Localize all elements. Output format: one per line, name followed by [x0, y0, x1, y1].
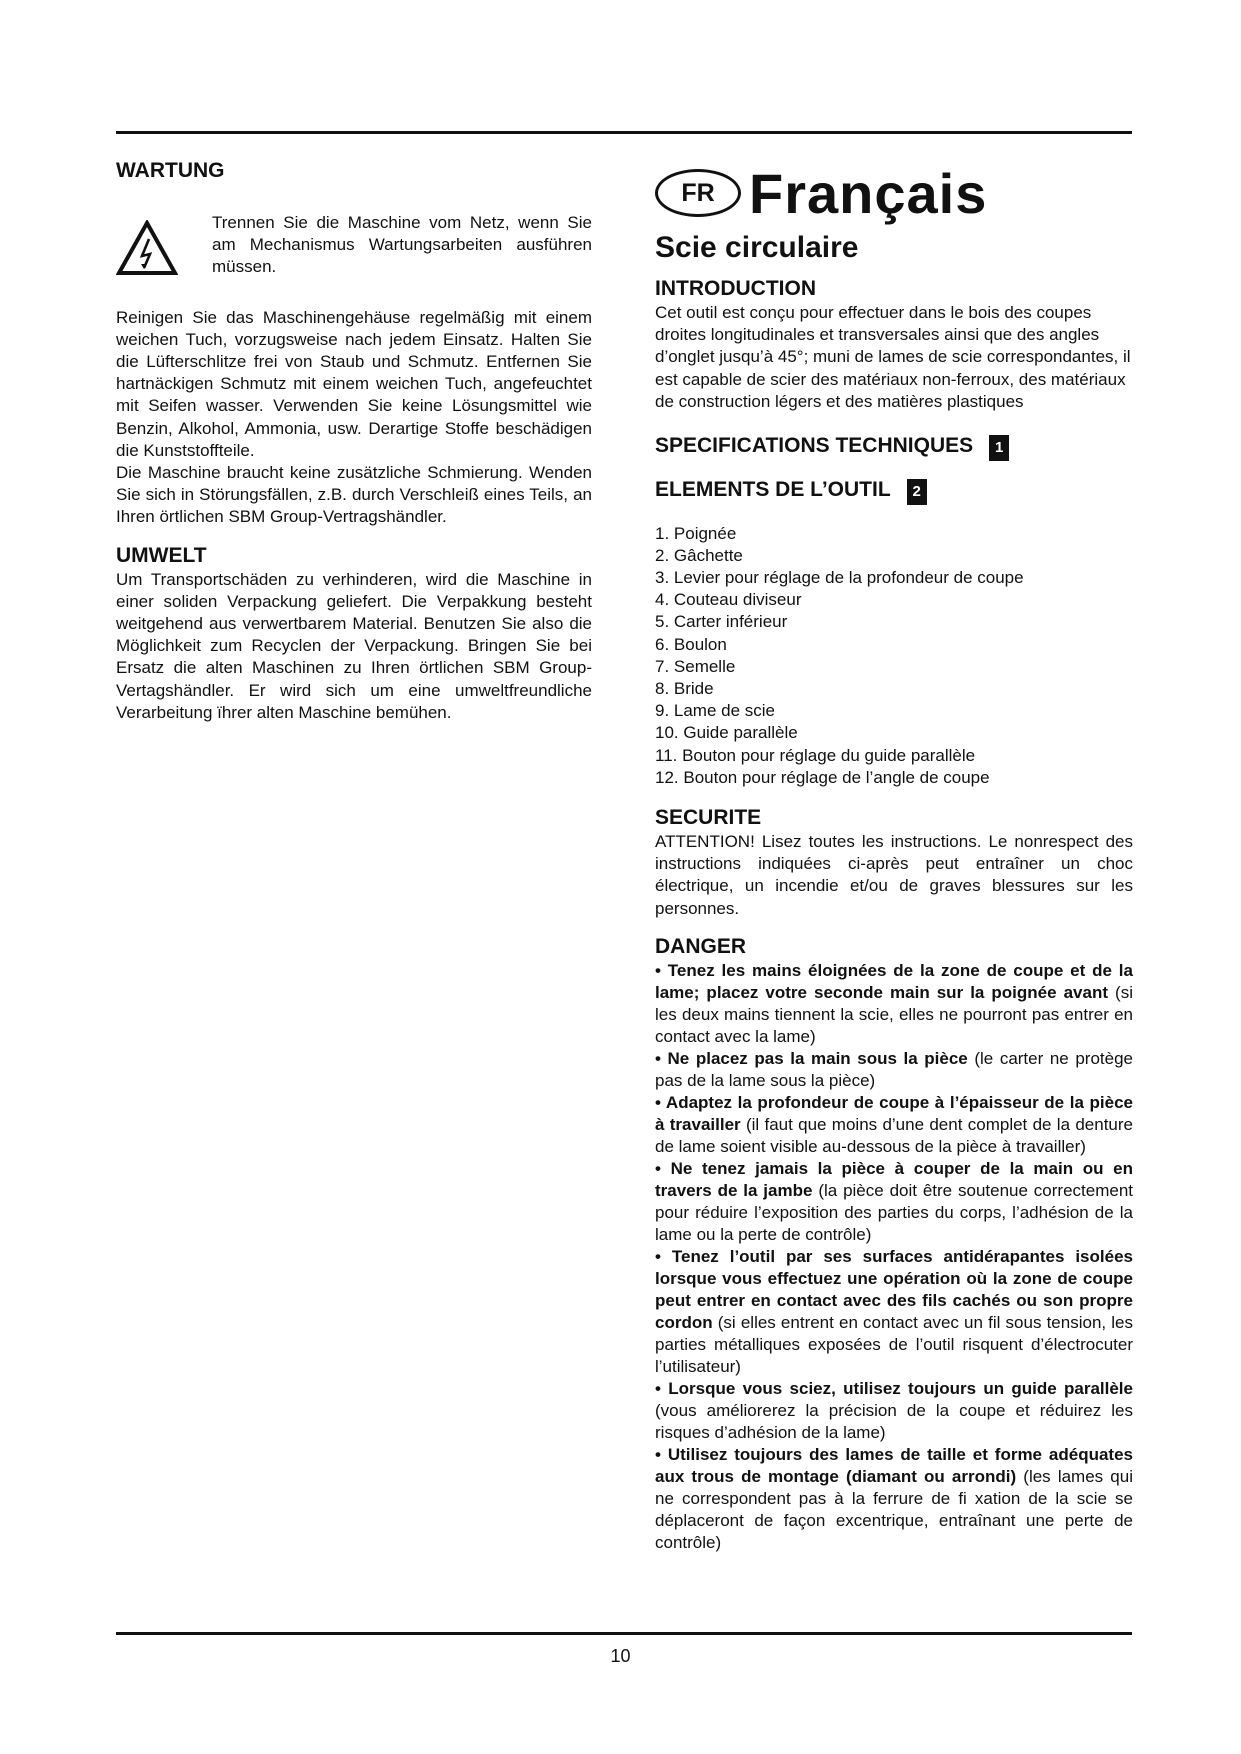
right-column [655, 160, 1133, 1554]
danger-heading: DANGER [655, 934, 747, 958]
page-number: 10 [610, 1646, 631, 1666]
bullet-bold: • Tenez l’outil par ses surfaces antidérapantes isolées lorsque vous effectuez une opération où la zone de coupe peut entrer en contact avec des fils cachés ou son propre cordon [655, 1246, 1133, 1332]
bullet-text: (les lames qui ne correspondent pas à la ferrure de fi xation de la scie se déplaceront de façon excentrique, entraînant une perte de contrôle) [655, 1466, 1133, 1552]
wartung-heading: WARTUNG [116, 159, 225, 182]
elements-section [655, 477, 1133, 505]
language-header [655, 160, 1133, 226]
warning-box [116, 212, 592, 279]
warning-text: Trennen Sie die Maschine vom Netz, wenn Sie am Mechanismus Wartungsarbeiten ausführen müssen. [212, 213, 592, 277]
list-item: 11. Bouton pour réglage du guide parallèle [655, 745, 976, 765]
figure-ref-2: 2 [907, 479, 927, 505]
danger-bullet [655, 1048, 1133, 1092]
specs-section [655, 433, 1133, 461]
bullet-text: (si les deux mains tiennent la scie, elles ne pourront pas entrer en contact avec la lame) [655, 982, 1133, 1046]
product-title: Scie circulaire [655, 231, 859, 264]
figure-ref-1: 1 [989, 435, 1009, 461]
electric-warning-icon [116, 220, 178, 276]
bullet-bold: • Utilisez toujours des lames de taille et forme adéquates aux trous de montage (diamant ou arrondi) [655, 1444, 1133, 1486]
elements-heading: ELEMENTS DE L’OUTIL [655, 477, 891, 501]
danger-bullet [655, 960, 1133, 1048]
list-item: 5. Carter inférieur [655, 612, 788, 632]
list-item: 3. Levier pour réglage de la profondeur de coupe [655, 567, 1024, 587]
bullet-bold: • Lorsque vous sciez, utilisez toujours un guide parallèle [655, 1378, 1133, 1398]
list-item: 12. Bouton pour réglage de l’angle de coupe [655, 767, 990, 787]
bullet-text: (le carter ne protège pas de la lame sous la pièce) [655, 1048, 1133, 1090]
list-item: 2. Gâchette [655, 545, 743, 565]
list-item: 6. Boulon [655, 634, 727, 654]
introduction-heading: INTRODUCTION [655, 277, 816, 300]
danger-bullet [655, 1246, 1133, 1378]
securite-heading: SECURITE [655, 805, 762, 829]
fr-badge: FR [655, 169, 741, 217]
bullet-text: (il faut que moins d’une dent complet de la denture de lame soient visible au-dessous de la pièce à travailler) [655, 1114, 1133, 1156]
list-item: 4. Couteau diviseur [655, 590, 802, 610]
umwelt-paragraph: Um Transportschäden zu verhinderen, wird die Maschine in einer soliden Verpackung geliefert. Die Verpakkung besteht weitgehend aus verwertbarem Material. Benutzen Sie also die Möglichkeit zum Recyclen der Verpackung. Bringen Sie bei Ersatz die alten Maschinen zu Ihren örtlichen SBM Group-Vertagshändler. Er wird sich um eine umweltfreundliche Verarbeitung ïhrer alten Maschine bemühen. [116, 569, 592, 722]
parts-list [655, 523, 1133, 789]
securite-paragraph: ATTENTION! Lisez toutes les instructions. Le nonrespect des instructions indiquées ci-après peut entraîner un choc électrique, un incendie et/ou de graves blessures sur les personnes. [655, 831, 1133, 918]
danger-bullet [655, 1444, 1133, 1554]
bottom-rule [116, 1632, 1132, 1635]
bullet-text: (si elles entrent en contact avec un fil sous tension, les parties métalliques exposées de l’outil risquent d’électrocuter l’utilisateur) [655, 1312, 1133, 1376]
wartung-paragraph-1: Reinigen Sie das Maschinengehäuse regelmäßig mit einem weichen Tuch, vorzugsweise nach jedem Einsatz. Halten Sie die Lüfterschlitze frei von Staub und Schmutz. Entfernen Sie hartnäckigen Schmutz mit einem weichen Tuch, angefeuchtet mit Seifen wasser. Verwenden Sie keine Lösungsmittel wie Benzin, Alkohol, Ammonia, usw. Derartige Stoffe beschädigen die Kunststoffteile. [116, 307, 592, 460]
bullet-bold: • Tenez les mains éloignées de la zone de coupe et de la lame; placez votre seconde main sur la poignée avant [655, 960, 1133, 1002]
wartung-paragraph-2: Die Maschine braucht keine zusätzliche Schmierung. Wenden Sie sich in Störungsfällen, z.B. durch Verschleiß eines Teils, an Ihren örtlichen SBM Group-Vertragshändler. [116, 463, 592, 527]
bullet-bold: • Adaptez la profondeur de coupe à l’épaisseur de la pièce à travailler [655, 1092, 1133, 1134]
bullet-bold: • Ne placez pas la main sous la pièce [655, 1048, 968, 1068]
list-item: 9. Lame de scie [655, 701, 776, 721]
danger-bullet [655, 1092, 1133, 1158]
danger-bullet [655, 1378, 1133, 1444]
top-rule [116, 131, 1132, 134]
list-item: 7. Semelle [655, 656, 736, 676]
umwelt-heading: UMWELT [116, 543, 207, 567]
danger-bullet [655, 1158, 1133, 1246]
bullet-text: (la pièce doit être soutenue correctement pour réduire l’exposition des parties du corps, l’adhésion de la lame ou la perte de contrôle) [655, 1180, 1134, 1244]
specs-heading: SPECIFICATIONS TECHNIQUES [655, 434, 974, 458]
introduction-paragraph: Cet outil est conçu pour effectuer dans le bois des coupes droites longitudinales et transversales ainsi que des angles d’onglet jusqu’à 45°; muni de lames de scie correspondantes, il est capable de scier des matériaux non-ferroux, des matériaux de construction légers et des matières plastiques [655, 303, 1131, 411]
list-item: 10. Guide parallèle [655, 723, 798, 743]
language-title: Français [749, 161, 988, 225]
list-item: 8. Bride [655, 678, 714, 698]
bullet-text: (vous améliorerez la précision de la coupe et réduirez les risques d’adhésion de la lame) [655, 1400, 1133, 1442]
left-column [116, 158, 592, 724]
bullet-bold: • Ne tenez jamais la pièce à couper de la main ou en travers de la jambe [655, 1158, 1133, 1200]
list-item: 1. Poignée [655, 523, 737, 543]
